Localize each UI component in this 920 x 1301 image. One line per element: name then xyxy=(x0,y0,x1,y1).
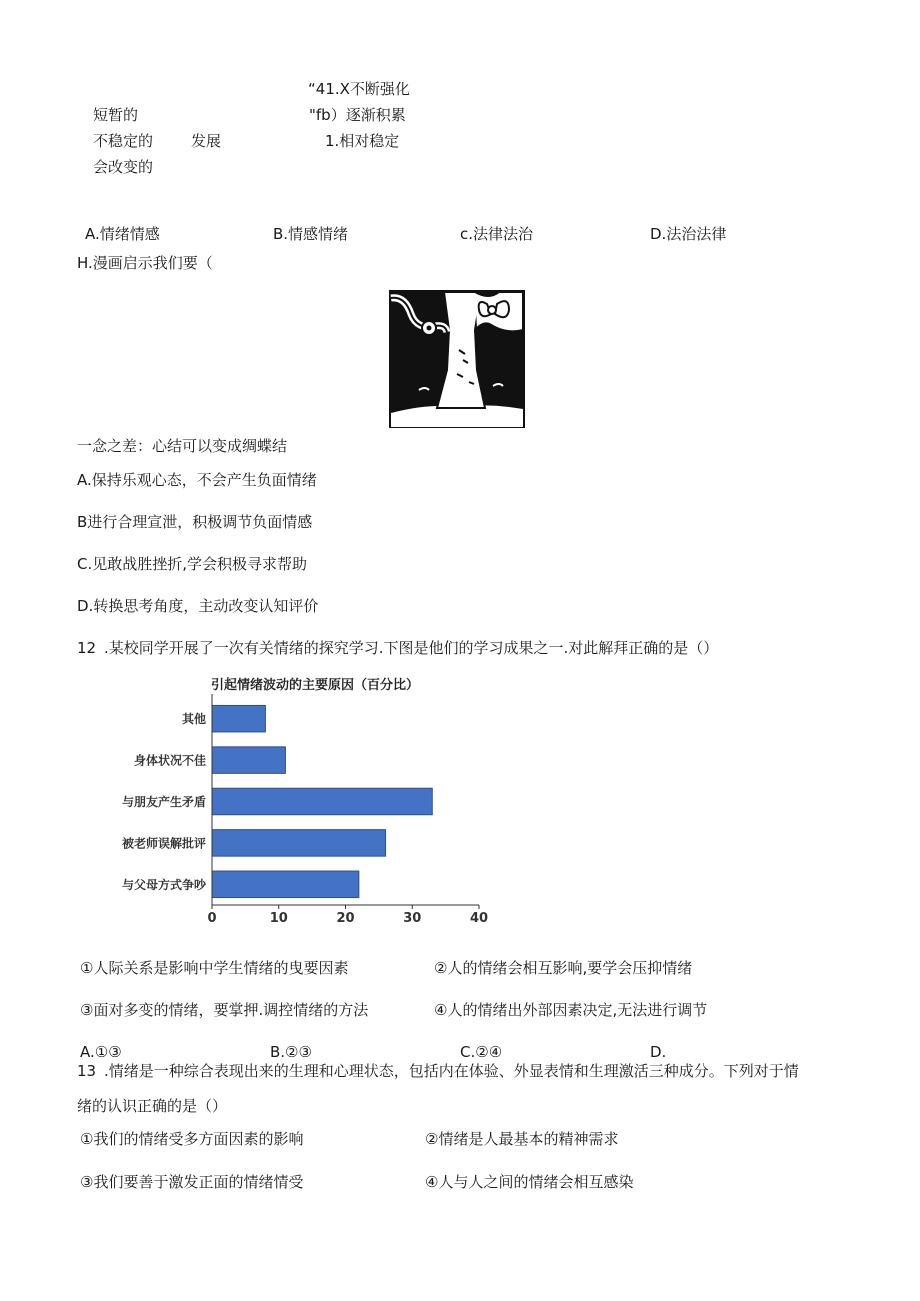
bar-chart xyxy=(88,672,498,932)
q12-statement-4: ④人的情绪出外部因素决定,无法进行调节 xyxy=(434,1001,708,1019)
chart-bar xyxy=(212,747,285,773)
q10-option-b: B.情感情绪 xyxy=(273,225,349,243)
q12-choice-b: B.②③ xyxy=(270,1043,312,1061)
chart-bar xyxy=(212,788,432,814)
q10-option-c: c.法律法治 xyxy=(460,225,534,243)
q11-option-a: A.保持乐观心态，不会产生负面情绪 xyxy=(77,471,317,489)
chart-x-tick-label: 20 xyxy=(336,911,355,926)
q12-choice-a: A.①③ xyxy=(80,1043,122,1061)
chart-category-label: 被老师误解批评 xyxy=(121,836,206,851)
q11-stem: H.漫画启示我们要（ xyxy=(77,254,213,272)
q12-statement-2: ②人的情绪会相互影响,要学会压抑情绪 xyxy=(434,959,693,977)
q12-stem: .某校同学开展了一次有关情绪的探究学习.下图是他们的学习成果之一.对此解拜正确的是（） xyxy=(104,639,719,657)
q12-number: 12 xyxy=(77,639,97,657)
q13-statement-3: ③我们要善于激发正面的情绪情受 xyxy=(80,1173,304,1191)
fragment-text: 会改变的 xyxy=(93,158,154,176)
q11-option-b: B进行合理宣泄，积极调节负面情感 xyxy=(77,513,313,531)
chart-bar xyxy=(212,871,359,897)
q13-statement-1: ①我们的情绪受多方面因素的影响 xyxy=(80,1130,304,1148)
q11-option-d: D.转换思考角度，主动改变认知评价 xyxy=(77,597,319,615)
q13-statement-4: ④人与人之间的情绪会相互感染 xyxy=(425,1173,634,1191)
chart-bar xyxy=(212,705,265,731)
fragment-text: “41.X不断强化 xyxy=(308,80,410,98)
q13-stem-line2: 绪的认识正确的是（） xyxy=(77,1097,228,1115)
chart-x-tick-label: 0 xyxy=(207,911,217,926)
fragment-text: 短暂的 xyxy=(93,106,139,124)
q12-choices-cut xyxy=(80,1036,720,1061)
chart-category-label: 与父母方式争吵 xyxy=(121,877,206,892)
chart-category-label: 其他 xyxy=(181,712,206,727)
chart-title: 引起情绪波动的主要原因（百分比） xyxy=(210,678,420,693)
q10-option-d: D.法治法律 xyxy=(650,225,727,243)
fragment-text: 不稳定的 xyxy=(93,132,154,150)
q12-choice-c: C.②④ xyxy=(460,1043,503,1061)
fragment-text: 发展 xyxy=(191,132,222,150)
q13-stem-line1: .情绪是一种综合表现出来的生理和心理状态，包括内在体验、外显表情和生理激活三种成分。下列对于情 xyxy=(104,1062,799,1080)
q10-option-a: A.情绪情感 xyxy=(85,225,160,243)
q12-statement-3: ③面对多变的情绪，要掌押.调控情绪的方法 xyxy=(80,1001,369,1019)
fragment-text: 1.相对稳定 xyxy=(325,132,400,150)
q11-caption: 一念之差：心结可以变成绸蝶结 xyxy=(77,437,288,455)
top-fragment xyxy=(80,76,440,176)
chart-bar xyxy=(212,830,386,856)
chart-x-tick-label: 10 xyxy=(269,911,288,926)
chart-category-label: 身体状况不佳 xyxy=(133,753,206,768)
q12-choice-d: D. xyxy=(650,1043,667,1061)
chart-x-tick-label: 40 xyxy=(469,911,489,926)
q11-option-c: C.见敢战胜挫折,学会积极寻求帮助 xyxy=(77,555,308,573)
cartoon-image xyxy=(389,290,525,428)
fragment-text: "fb）逐渐积累 xyxy=(309,106,406,124)
chart-x-tick-label: 30 xyxy=(403,911,422,926)
chart-category-label: 与朋友产生矛盾 xyxy=(121,795,206,809)
q12-statement-1: ①人际关系是影响中学生情绪的曳要因素 xyxy=(80,959,349,977)
q13-number: 13 xyxy=(77,1062,97,1080)
q13-statement-2: ②情绪是人最基本的精神需求 xyxy=(425,1130,619,1148)
q13-statements-cut xyxy=(80,1170,680,1191)
